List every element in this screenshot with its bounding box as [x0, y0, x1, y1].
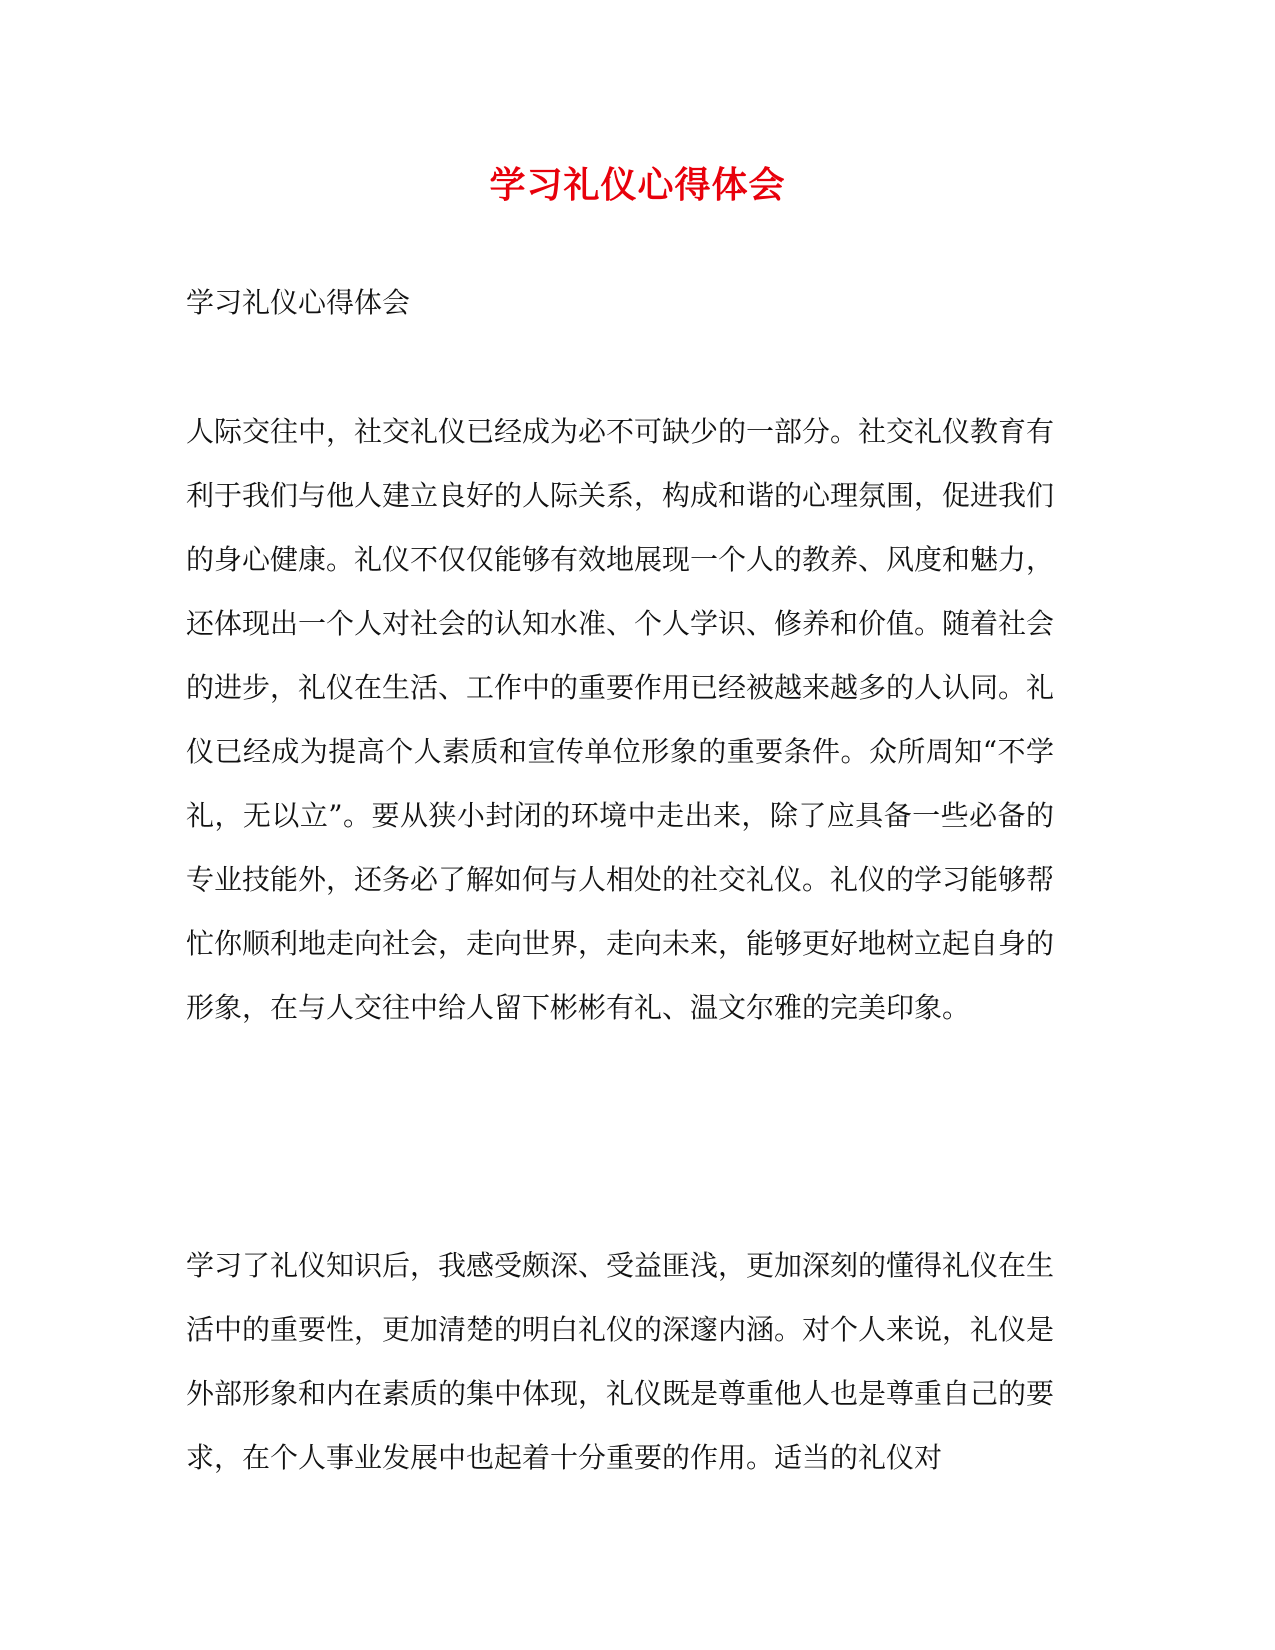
body-paragraph-1: 人际交往中，社交礼仪已经成为必不可缺少的一部分。社交礼仪教育有利于我们与他人建立良好的人际关系，构成和谐的心理氛围，促进我们的身心健康。礼仪不仅仅能够有效地展现一个人的教养、风度和魅力，还体现出一个人对社会的认知水准、个人学识、修养和价值。随着社会的进步，礼仪在生活、工作中的重要作用已经被越来越多的人认同。礼仪已经成为提高个人素质和宣传单位形象的重要条件。众所周知“不学礼，无以立”。要从狭小封闭的环境中走出来，除了应具备一些必备的专业技能外，还务必了解如何与人相处的社交礼仪。礼仪的学习能够帮忙你顺利地走向社会，走向世界，走向未来，能够更好地树立起自身的形象，在与人交往中给人留下彬彬有礼、温文尔雅的完美印象。 [186, 415, 1055, 1024]
document-title: 学习礼仪心得体会 [489, 164, 786, 206]
body-paragraph-2: 学习了礼仪知识后，我感受颇深、受益匪浅，更加深刻的懂得礼仪在生活中的重要性，更加清楚的明白礼仪的深邃内涵。对个人来说，礼仪是外部形象和内在素质的集中体现，礼仪既是尊重他人也是尊重自己的要求，在个人事业发展中也起着十分重要的作用。适当的礼仪对 [186, 1249, 1055, 1474]
document-subtitle: 学习礼仪心得体会 [186, 286, 411, 319]
